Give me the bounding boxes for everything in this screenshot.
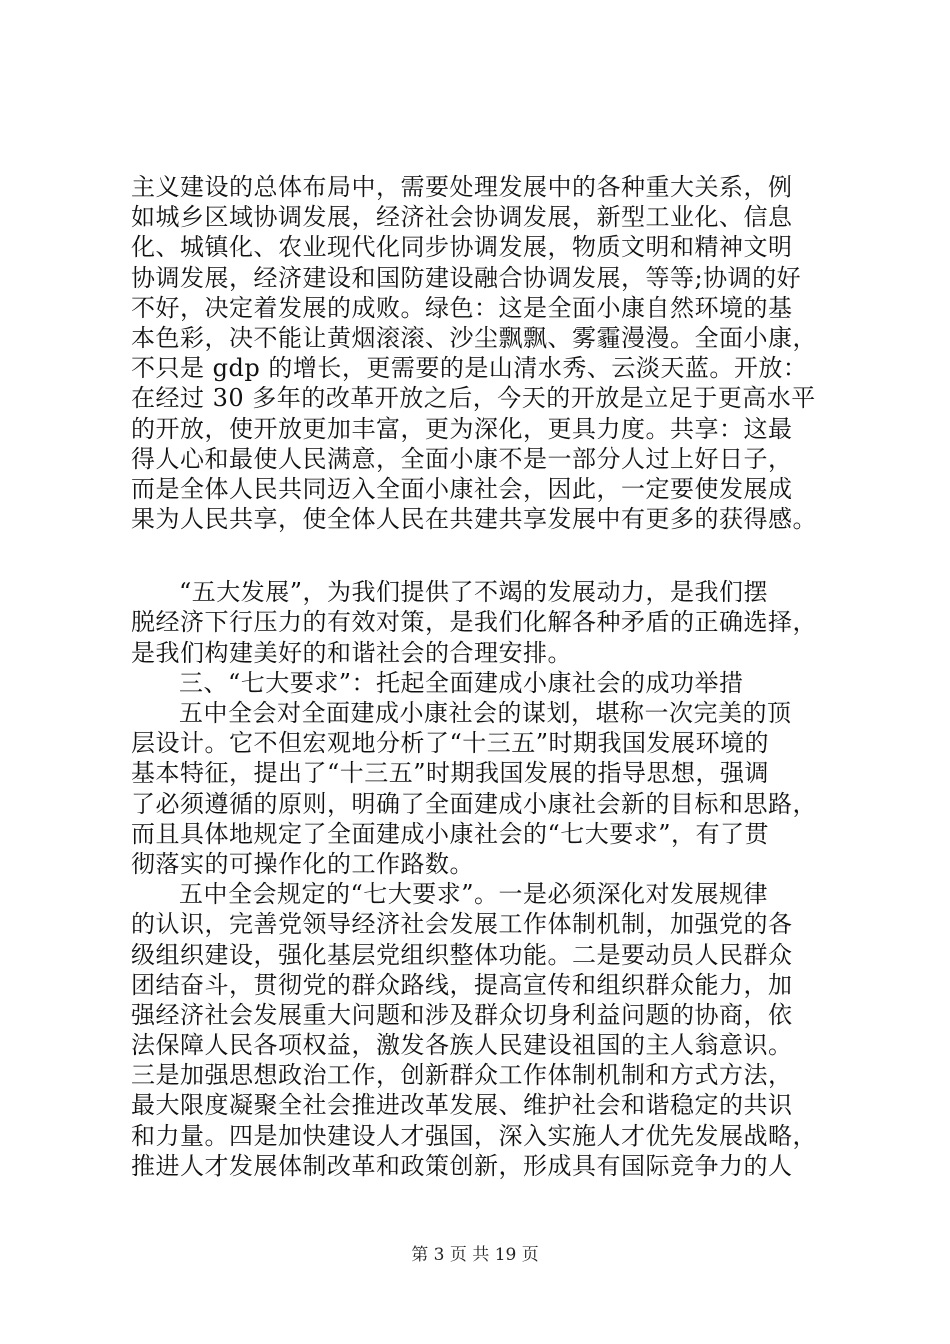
text-line: 不好，决定着发展的成败。绿色：这是全面小康自然环境的基 (131, 293, 793, 322)
text-line: 的开放，使开放更加丰富，更为深化，更具力度。共享：这最 (131, 414, 793, 443)
text-line: 得人心和最使人民满意，全面小康不是一部分人过上好日子， (131, 444, 793, 473)
text-line: 团结奋斗，贯彻党的群众路线，提高宣传和组织群众能力，加 (131, 970, 793, 999)
text-line: 而是全体人民共同迈入全面小康社会，因此，一定要使发展成 (131, 474, 793, 503)
text-line: 法保障人民各项权益，激发各族人民建设祖国的主人翁意识。 (131, 1031, 793, 1060)
paragraph-start-line: 五中全会对全面建成小康社会的谋划，堪称一次完美的顶 (179, 699, 792, 727)
text-line: 强经济社会发展重大问题和涉及群众切身利益问题的协商，依 (131, 1000, 793, 1029)
document-body (131, 172, 851, 1181)
text-line: 级组织建设，强化基层党组织整体功能。二是要动员人民群众 (131, 940, 793, 969)
text-line: 在经过 30 多年的改革开放之后，今天的开放是立足于更高水平 (131, 384, 816, 413)
text-line: 彻落实的可操作化的工作路数。 (131, 849, 474, 878)
text-line: 三是加强思想政治工作，创新群众工作体制机制和方式方法， (131, 1061, 793, 1090)
text-line: 是我们构建美好的和谐社会的合理安排。 (131, 638, 572, 667)
paragraph-gap (131, 534, 851, 577)
text-line: 了必须遵循的原则，明确了全面建成小康社会新的目标和思路， (131, 789, 817, 818)
text-line: 脱经济下行压力的有效对策，是我们化解各种矛盾的正确选择， (131, 608, 817, 637)
text-line: 不只是 gdp 的增长，更需要的是山清水秀、云淡天蓝。开放： (131, 354, 808, 383)
text-line: 和力量。四是加快建设人才强国，深入实施人才优先发展战略， (131, 1121, 817, 1150)
text-line: 果为人民共享，使全体人民在共建共享发展中有更多的获得感。 (131, 505, 817, 534)
text-line: 如城乡区域协调发展，经济社会协调发展，新型工业化、信息 (131, 203, 793, 232)
text-line: 推进人才发展体制改革和政策创新，形成具有国际竞争力的人 (131, 1151, 793, 1180)
text-line: 主义建设的总体布局中，需要处理发展中的各种重大关系，例 (131, 173, 793, 201)
paragraph-start-line: 五中全会规定的“七大要求”。一是必须深化对发展规律 (179, 880, 769, 909)
text-line: 层设计。它不但宏观地分析了“十三五”时期我国发展环境的 (131, 729, 770, 758)
text-line: 最大限度凝聚全社会推进改革发展、维护社会和谐稳定的共识 (131, 1091, 793, 1120)
text-line: 基本特征，提出了“十三五”时期我国发展的指导思想，强调 (131, 759, 770, 788)
text-line: 协调发展，经济建设和国防建设融合协调发展，等等;协调的好 (131, 263, 802, 292)
text-line: 本色彩，决不能让黄烟滚滚、沙尘飘飘、雾霾漫漫。全面小康， (131, 323, 817, 352)
section-heading: 三、“七大要求”：托起全面建成小康社会的成功举措 (179, 668, 744, 697)
text-line: 而且具体地规定了全面建成小康社会的“七大要求”，有了贯 (131, 819, 770, 848)
text-line: 的认识，完善党领导经济社会发展工作体制机制，加强党的各 (131, 910, 793, 939)
paragraph-start-line: “五大发展”，为我们提供了不竭的发展动力，是我们摆 (179, 578, 769, 607)
text-line: 化、城镇化、农业现代化同步协调发展，物质文明和精神文明 (131, 233, 793, 262)
page-number-footer: 第 3 页 共 19 页 (411, 1245, 539, 1265)
